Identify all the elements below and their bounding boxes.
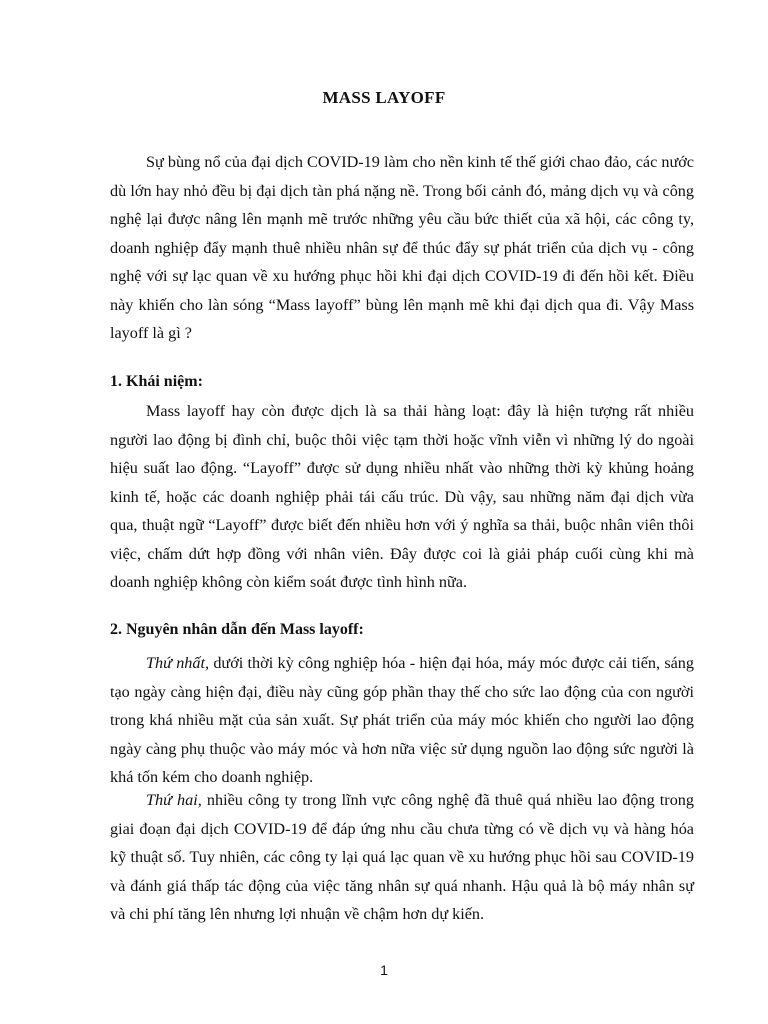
paragraph-body: dưới thời kỳ công nghiệp hóa - hiện đại hóa, máy móc được cải tiến, sáng tạo ngày càng hiện đại, điều này cũng góp phần thay thế cho sức lao động của con người trong khá nhiều mặt của sản xuất. Sự phát triển của máy móc khiến cho người lao động ngày càng phụ thuộc vào máy móc và hơn nữa việc sử dụng nguồn lao động sức người là khá tốn kém cho doanh nghiệp. [110,654,694,786]
section-1-heading: 1. Khái niệm: [110,373,203,390]
page-number: 1 [380,962,388,978]
section-2-heading: 2. Nguyên nhân dẫn đến Mass layoff: [110,621,364,638]
paragraph-lead: Thứ nhất, [146,654,210,672]
document-title: MASS LAYOFF [322,88,446,107]
paragraph-body: nhiều công ty trong lĩnh vực công nghệ đã thuê quá nhiều lao động trong giai đoạn đại dịch COVID-19 để đáp ứng nhu cầu chưa từng có về dịch vụ và hàng hóa kỹ thuật số. Tuy nhiên, các công ty lại quá lạc quan về xu hướng phục hồi sau COVID-19 và đánh giá thấp tác động của việc tăng nhân sự quá nhanh. Hậu quả là bộ máy nhân sự và chi phí tăng lên nhưng lợi nhuận về chậm hơn dự kiến. [110,791,694,923]
section-2-paragraph-1 [110,649,694,792]
paragraph-lead: Thứ hai, [146,791,202,809]
section-2-paragraph-2 [110,786,694,929]
intro-paragraph: Sự bùng nổ của đại dịch COVID-19 làm cho nền kinh tế thế giới chao đảo, các nước dù lớn hay nhỏ đều bị đại dịch tàn phá nặng nề. Trong bối cảnh đó, mảng dịch vụ và công nghệ lại được nâng lên mạnh mẽ trước những yêu cầu bức thiết của xã hội, các công ty, doanh nghiệp đẩy mạnh thuê nhiều nhân sự để thúc đẩy sự phát triển của dịch vụ - công nghệ với sự lạc quan về xu hướng phục hồi khi đại dịch COVID-19 đi đến hồi kết. Điều này khiến cho làn sóng “Mass layoff” bùng lên mạnh mẽ khi đại dịch qua đi. Vậy Mass layoff là gì ? [110,153,694,342]
section-1-paragraph: Mass layoff hay còn được dịch là sa thải hàng loạt: đây là hiện tượng rất nhiều người lao động bị đình chỉ, buộc thôi việc tạm thời hoặc vĩnh viễn vì những lý do ngoài hiệu suất lao động. “Layoff” được sử dụng nhiều nhất vào những thời kỳ khủng hoảng kinh tế, hoặc các doanh nghiệp phải tái cấu trúc. Dù vậy, sau những năm đại dịch vừa qua, thuật ngữ “Layoff” được biết đến nhiều hơn với ý nghĩa sa thải, buộc nhân viên thôi việc, chấm dứt hợp đồng với nhân viên. Đây được coi là giải pháp cuối cùng khi mà doanh nghiệp không còn kiểm soát được tình hình nữa. [110,402,694,591]
